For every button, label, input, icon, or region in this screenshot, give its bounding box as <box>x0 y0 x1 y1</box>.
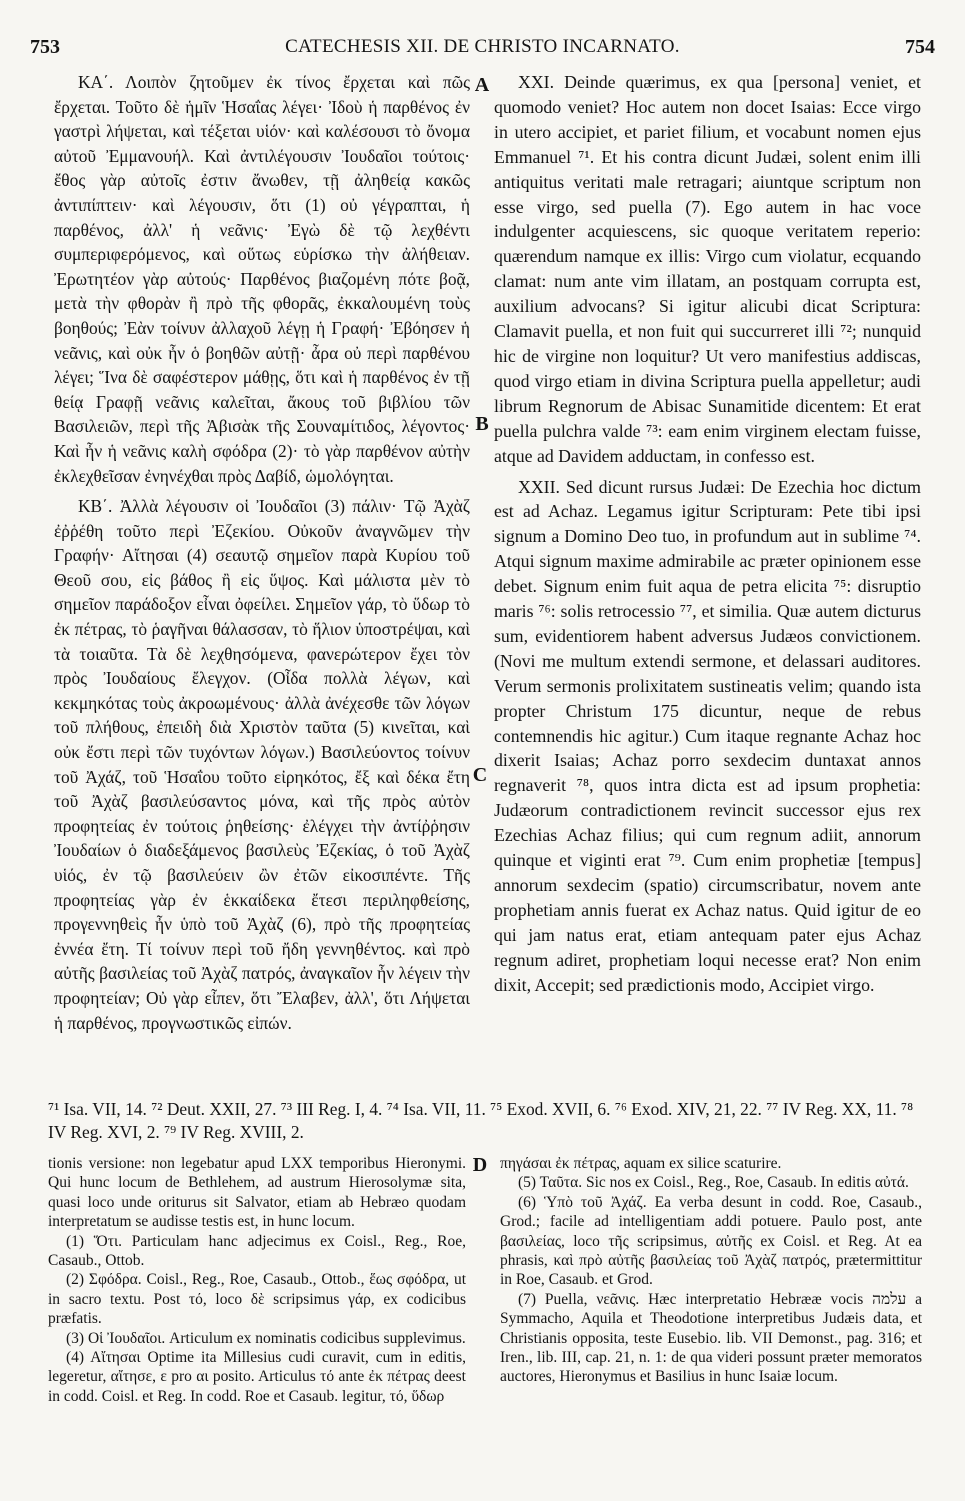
notes-right-column <box>500 1154 922 1387</box>
page-number-left: 753 <box>30 36 60 58</box>
note-continuation: tionis versione: non legebatur apud LXX temporibus Hieronymi. Qui hunc locum de Bethlehem, ad austrum Hierosolymæ sita, quasi loco unde oriturus sit Salvator, etiam ab Hebræo quodam interpretatum se audisse testis est, in hunc locum. <box>48 1155 466 1231</box>
latin-paragraph-22: XXII. Sed dicunt rursus Judæi: De Ezechia hoc dictum est ad Achaz. Legamus igitur Scripturam: Pete tibi ipsi signum a Domino Deo tuo, in profundum aut in sublime ⁷⁴. Atqui signum maxime admirabile ac præter opinionem esse debet. Signum enim fuit aqua de petra elicita ⁷⁵: disruptio maris ⁷⁶: solis retrocessio ⁷⁷, et similia. Quæ autem dicturus sum, evidentiorem habent adversus Judæos convictionem. (Novi me multum extendi sermone, et delassari auditores. Verum sermonis prolixitatem sustineatis velim; quando ista propter Christum 175 dicuntur, neque de rebus contemnendis hic agitur.) Cum itaque regnante Achaz hoc dixerit Isaias; Achaz porro sexdecim duntaxat annos regnaverit ⁷⁸, quos intra dicta est ad ipsum prophetia: Judæorum contradictionem revincit successor ejus rex Ezechias Achaz filius; qui cum regnum adiit, annorum quinque et viginti erat ⁷⁹. Cum enim prophetiæ [tempus] annorum sexdecim (spatio) circumscribatur, novem ante prophetiam annis fuerat ex Achaz natus. Quid igitur de eo qui jam natus erat, etiam antequam pater ejus Achaz regnum adiret, prophetiam loqui necesse erat? Non enim dixit, Accepit; sed prædictionis modo, Accipiet virgo. <box>494 476 921 995</box>
running-title: CATECHESIS XII. DE CHRISTO INCARNATO. <box>285 36 680 57</box>
notes-left-column <box>48 1154 466 1406</box>
note-7: (7) Puella, νεᾶνις. Hæc interpretatio Hebrææ vocis עלמה a Symmacho, Aquila et Theodotione interpretibus Judæis data, et Christianis opposita, teste Eusebio. lib. VII Demonst., pag. 316; et Iren., lib. III, cap. 21, n. 1: de qua videri possunt præter memoratos auctores, Hieronymus et Basilius in hunc Isaiæ locum. <box>500 1290 922 1386</box>
margin-marker-d: D <box>472 1154 488 1176</box>
latin-text-column <box>494 70 921 998</box>
page-header <box>30 36 935 60</box>
note-5: (5) Ταῦτα. Sic nos ex Coisl., Reg., Roe, Casaub. In editis αὐτά. <box>518 1174 909 1192</box>
latin-paragraph-21: XXI. Deinde quærimus, ex qua [persona] veniet, et quomodo veniet? Hoc autem non docet Isaias: Ecce virgo in utero accipiet, et pariet filium, et vocabunt nomen ejus Emmanuel ⁷¹. Et his contra dicunt Judæi, solent enim illi antiquitus veritati male retragari; aiuntque scriptum non esse virgo, sed puella (7). Ego autem in hac voce indulgenter acquiescens, sic quoque veritatem reperio: quærendum namque ex illis: Virgo cum violatur, ecquando clamat: num ante vim illatam, an postquam corrupta est, auxilium advocans? Si igitur alicubi dicat Scriptura: Clamavit puella, et non fuit qui succurreret illi ⁷²; nunquid hic de virgine non loquitur? Ut vero manifestius addiscas, quod virgo etiam in divina Scriptura puella appelletur; audi librum Regnorum de Abisac Sunamitide dicentem: Et erat puella pulchra valde ⁷³: eam enim virginem electam fuisse, atque ad Davidem adductam, in confesso est. <box>494 72 921 466</box>
note-4-continuation: πηγάσαι ἐκ πέτρας, aquam ex silice scaturire. <box>500 1155 782 1172</box>
note-6: (6) Ὑπὸ τοῦ Ἀχάζ. Ea verba desunt in codd. Roe, Casaub., Grod.; facile ad intelligentiam addi potuere. Paulo post, ante βασιλείας, loco τῆς scripsimus, αὐτῆς ex Coisl. et Reg. At ea phrasis, καὶ πρὸ αὐτῆς βασιλείας τοῦ Ἀχὰζ πατρός, prætermittitur in Roe, Casaub. et Grod. <box>500 1193 922 1289</box>
margin-marker-c: C <box>472 764 488 786</box>
greek-paragraph-21: ΚΑ΄. Λοιπὸν ζητοῦμεν ἐκ τίνος ἔρχεται καὶ πῶς ἔρχεται. Τοῦτο δὲ ἡμῖν Ἡσαΐας λέγει· Ἰδοὺ ἡ παρθένος ἐν γαστρὶ λήψεται, καὶ τέξεται υἱόν· καὶ καλέσουσι τὸ ὄνομα αὐτοῦ Ἐμμανουήλ. Καὶ ἀντιλέγουσιν Ἰουδαῖοι τούτοις· ἔθος γὰρ αὐτοῖς ἐστιν ἄνωθεν, τῇ ἀληθείᾳ κακῶς ἀντιπίπτειν· καὶ λέγουσιν, ὅτι (1) οὐ γέγραπται, ἡ παρθένος, ἀλλ' ἡ νεᾶνις· Ἐγὼ δὲ τῷ λεχθέντι συμπεριφερόμενος, καὶ οὕτως εὑρίσκω τὴν ἀλήθειαν. Ἐρωτητέον γὰρ αὐτούς· Παρθένος βιαζομένη πότε βοᾷ, μετὰ τὴν φθορὰν ἢ πρὸ τῆς φθορᾶς, ἐκκαλουμένη τοὺς βοηθούς; Ἐὰν τοίνυν ἀλλαχοῦ λέγῃ ἡ Γραφή· Ἐβόησεν ἡ νεᾶνις, καὶ οὐκ ἦν ὁ βοηθῶν αὐτῇ· ἆρα οὐ περὶ παρθένου λέγει; Ἵνα δὲ σαφέστερον μάθῃς, ὅτι καὶ ἡ παρθένος ἐν τῇ θείᾳ Γραφῇ νεᾶνις καλεῖται, ἄκους τοῦ βιβλίου τῶν Βασιλειῶν, περὶ τῆς Ἀβισὰκ τῆς Σουναμίτιδος, λέγοντος· Καὶ ἦν ἡ νεᾶνις καλὴ σφόδρα (2)· τὸ γὰρ παρθένον αὐτὴν ἐκλεχθεῖσαν ἐνηνέχθαι πρὸς Δαβίδ, ὡμολόγηται. <box>54 72 470 486</box>
note-1: (1) Ὅτι. Particulam hanc adjecimus ex Coisl., Reg., Roe, Casaub., Ottob. <box>48 1232 466 1270</box>
greek-paragraph-22: ΚΒ΄. Ἀλλὰ λέγουσιν οἱ Ἰουδαῖοι (3) πάλιν· Τῷ Ἀχὰζ ἐῤῥέθη τοῦτο περὶ Ἐζεκίου. Οὐκοῦν ἀναγνῶμεν τὴν Γραφήν· Αἴτησαι (4) σεαυτῷ σημεῖον παρὰ Κυρίου τοῦ Θεοῦ σου, εἰς βάθος ἢ εἰς ὕψος. Καὶ μάλιστα μὲν τὸ σημεῖον παράδοξον εἶναι ὀφείλει. Σημεῖον γάρ, τὸ ὕδωρ τὸ ἐκ πέτρας, τὸ ῥαγῆναι θάλασσαν, τὸ ἥλιον ὑποστρέψαι, καὶ τὰ τοιαῦτα. Τὰ δὲ λεχθησόμενα, φανερώτερον ἔχει τὸν πρὸς Ἰουδαίους ἔλεγχον. (Οἶδα πολλὰ λέγων, καὶ κεκμηκότας τοὺς ἀκροωμένους· ἀλλὰ ἀνέχεσθε τῶν λόγων τοῦ πλήθους, ἐπειδὴ διὰ Χριστὸν ταῦτα (5) κινεῖται, καὶ οὐκ ἔστι περὶ τῶν τυχόντων λόγων.) Βασιλεύοντος τοίνυν τοῦ Ἀχάζ, τοῦ Ἡσαΐου τοῦτο εἰρηκότος, ἔξ καὶ δέκα ἔτη τοῦ Ἀχὰζ βασιλεύσαντος μόνα, καὶ τῆς πρὸς αὐτὸν προφητείας ἐν τούτοις ῥηθείσης· ἐλέγχει τὴν ἀντίῤῥησιν Ἰουδαίων ὁ διαδεξάμενος βασιλεὺς Ἐζεκίας, ὁ τοῦ Ἀχὰζ υἱός, ἐν τῷ βασιλεύειν ὢν ἐτῶν εἰκοσιπέντε. Τῆς προφητείας γὰρ ἐν ἑκκαίδεκα ἔτεσι περιληφθείσης, προγεννηθεὶς ἦν ὑπὸ τοῦ Ἀχὰζ (6), πρὸ τῆς προφητείας ἐννέα ἔτη. Τί τοίνυν περὶ τοῦ ἤδη γεννηθέντος. καὶ πρὸ αὐτῆς βασιλείας τοῦ Ἀχὰζ πατρός, ἀναγκαῖον ἦν λέγειν τὴν προφητείαν; Οὐ γὰρ εἶπεν, ὅτι Ἔλαβεν, ἀλλ', ὅτι Λήψεται ἡ παρθένος, προγνωστικῶς εἰπών. <box>54 496 470 1033</box>
page-number-right: 754 <box>905 36 935 58</box>
scripture-references: ⁷¹ Isa. VII, 14. ⁷² Deut. XXII, 27. ⁷³ III Reg. I, 4. ⁷⁴ Isa. VII, 11. ⁷⁵ Exod. XVII, 6. ⁷⁶ Exod. XIV, 21, 22. ⁷⁷ IV Reg. XX, 11. ⁷⁸ IV Reg. XVI, 2. ⁷⁹ IV Reg. XVIII, 2. <box>48 1099 914 1142</box>
margin-marker-b: B <box>475 413 489 435</box>
greek-text-column <box>54 70 470 1035</box>
margin-marker-a: A <box>474 74 490 96</box>
note-2: (2) Σφόδρα. Coisl., Reg., Roe, Casaub., Ottob., ἕως σφόδρα, ut in sacro textu. Post τό, loco δὲ scripsimus γάρ, ex codicibus præfatis. <box>48 1271 466 1328</box>
note-3: (3) Οἱ Ἰουδαῖοι. Articulum ex nominatis codicibus supplevimus. <box>66 1329 466 1347</box>
note-4: (4) Αἴτησαι Optime ita Millesius cudi curavit, cum in editis, legeretur, αἴτησε, ε pro αι posito. Articulus τό ante ἐκ πέτρας deest in codd. Coisl. et Reg. In codd. Roe et Casaub. legitur, τό, ὕδωρ <box>48 1349 466 1405</box>
